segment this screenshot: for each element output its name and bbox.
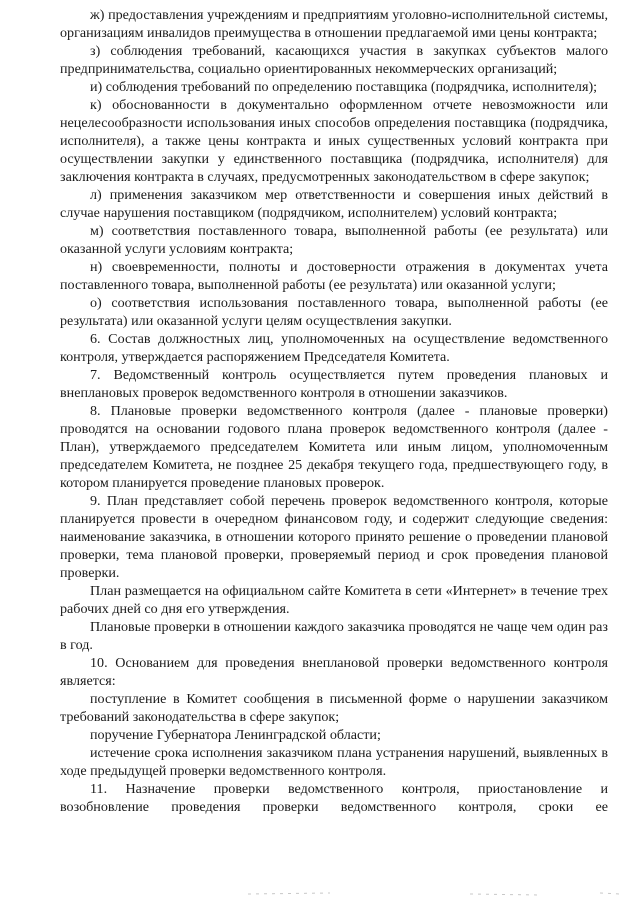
paragraph-plan-frequency: Плановые проверки в отношении каждого заказчика проводятся не чаще чем один раз в год. <box>60 619 608 653</box>
paragraph-item-k: к) обоснованности в документально оформленном отчете невозможности или нецелесообразности использования иных способов определения поставщика (подрядчика, исполнителя), а также цены контракта и иных существенных условий контракта при осуществлении закупки у единственного поставщика (подрядчика, исполнителя) для заключения контракта в случаях, предусмотренных законодательством в сфере закупок; <box>60 97 608 185</box>
paragraph-item-n: н) своевременности, полноты и достоверности отражения в документах учета поставленного товара, выполненной работы (ее результата) или оказанной услуги; <box>60 259 608 293</box>
document-body <box>60 6 608 816</box>
paragraph-10: 10. Основанием для проведения внеплановой проверки ведомственного контроля является: <box>60 655 608 689</box>
paragraph-plan-publication: План размещается на официальном сайте Комитета в сети «Интернет» в течение трех рабочих дней со дня его утверждения. <box>60 583 608 617</box>
paragraph-item-o: о) соответствия использования поставленного товара, выполненной работы (ее результата) или оказанной услуги целям осуществления закупки. <box>60 295 608 329</box>
paragraph-10-ground-message: поступление в Комитет сообщения в письменной форме о нарушении заказчиком требований законодательства в сфере закупок; <box>60 691 608 725</box>
paragraph-item-l: л) применения заказчиком мер ответственности и совершения иных действий в случае нарушения поставщиком (подрядчиком, исполнителем) условий контракта; <box>60 187 608 221</box>
paragraph-9: 9. План представляет собой перечень проверок ведомственного контроля, которые планируется провести в очередном финансовом году, и содержит следующие сведения: наименование заказчика, в отношении которого принято решение о проведении плановой проверки, тема плановой проверки, проверяемый период и срок проведения плановой проверки. <box>60 493 608 581</box>
paragraph-11: 11. Назначение проверки ведомственного контроля, приостановление и возобновление проведения проверки ведомственного контроля, сроки ее <box>60 781 608 815</box>
paragraph-item-zh: ж) предоставления учреждениям и предприятиям уголовно-исполнительной системы, организациям инвалидов преимущества в отношении предлагаемой ими цены контракта; <box>60 7 608 41</box>
paragraph-10-ground-deadline: истечение срока исполнения заказчиком плана устранения нарушений, выявленных в ходе предыдущей проверки ведомственного контроля. <box>60 745 608 779</box>
paragraph-item-i: и) соблюдения требований по определению поставщика (подрядчика, исполнителя); <box>90 79 598 95</box>
paragraph-10-ground-governor: поручение Губернатора Ленинградской области; <box>90 727 381 743</box>
paragraph-item-m: м) соответствия поставленного товара, выполненной работы (ее результата) или оказанной услуги условиям контракта; <box>60 223 608 257</box>
paragraph-6: 6. Состав должностных лиц, уполномоченных на осуществление ведомственного контроля, утверждается распоряжением Председателя Комитета. <box>60 331 608 365</box>
paragraph-8: 8. Плановые проверки ведомственного контроля (далее - плановые проверки) проводятся на основании годового плана проверок ведомственного контроля (далее - План), утверждаемого председателем Комитета или иным лицом, уполномоченным председателем Комитета, не позднее 25 декабря текущего года, предшествующего году, в котором планируется проведение плановых проверок. <box>60 403 608 491</box>
scan-artifact-line <box>0 888 640 900</box>
paragraph-7: 7. Ведомственный контроль осуществляется путем проведения плановых и внеплановых проверок ведомственного контроля в отношении заказчиков. <box>60 367 608 401</box>
paragraph-item-z: з) соблюдения требований, касающихся участия в закупках субъектов малого предпринимательства, социально ориентированных некоммерческих организаций; <box>60 43 608 77</box>
